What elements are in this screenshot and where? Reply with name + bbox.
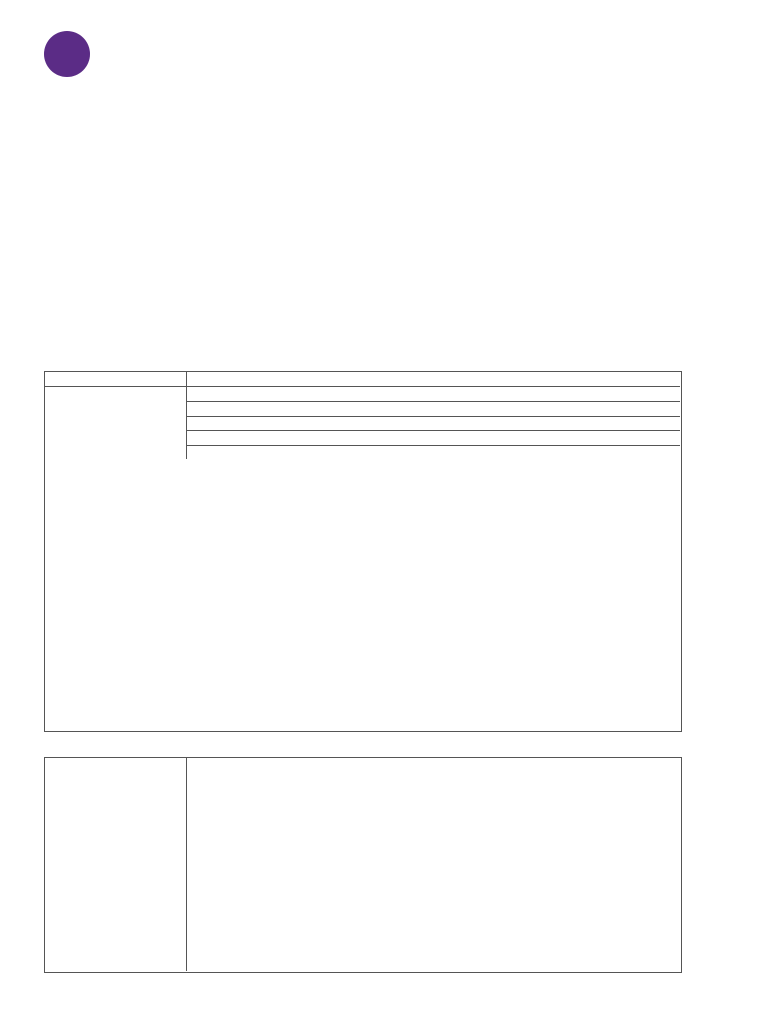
history-divider xyxy=(186,757,187,971)
hpi-rule xyxy=(186,430,680,431)
nyu-logo-seal xyxy=(44,31,90,77)
hpi-rule xyxy=(44,386,186,387)
hpi-rule xyxy=(186,416,680,417)
hpi-rule xyxy=(186,401,680,402)
hpi-table xyxy=(44,371,682,732)
history-table xyxy=(44,757,682,973)
hpi-rule xyxy=(186,386,680,387)
hpi-rule xyxy=(186,445,680,446)
